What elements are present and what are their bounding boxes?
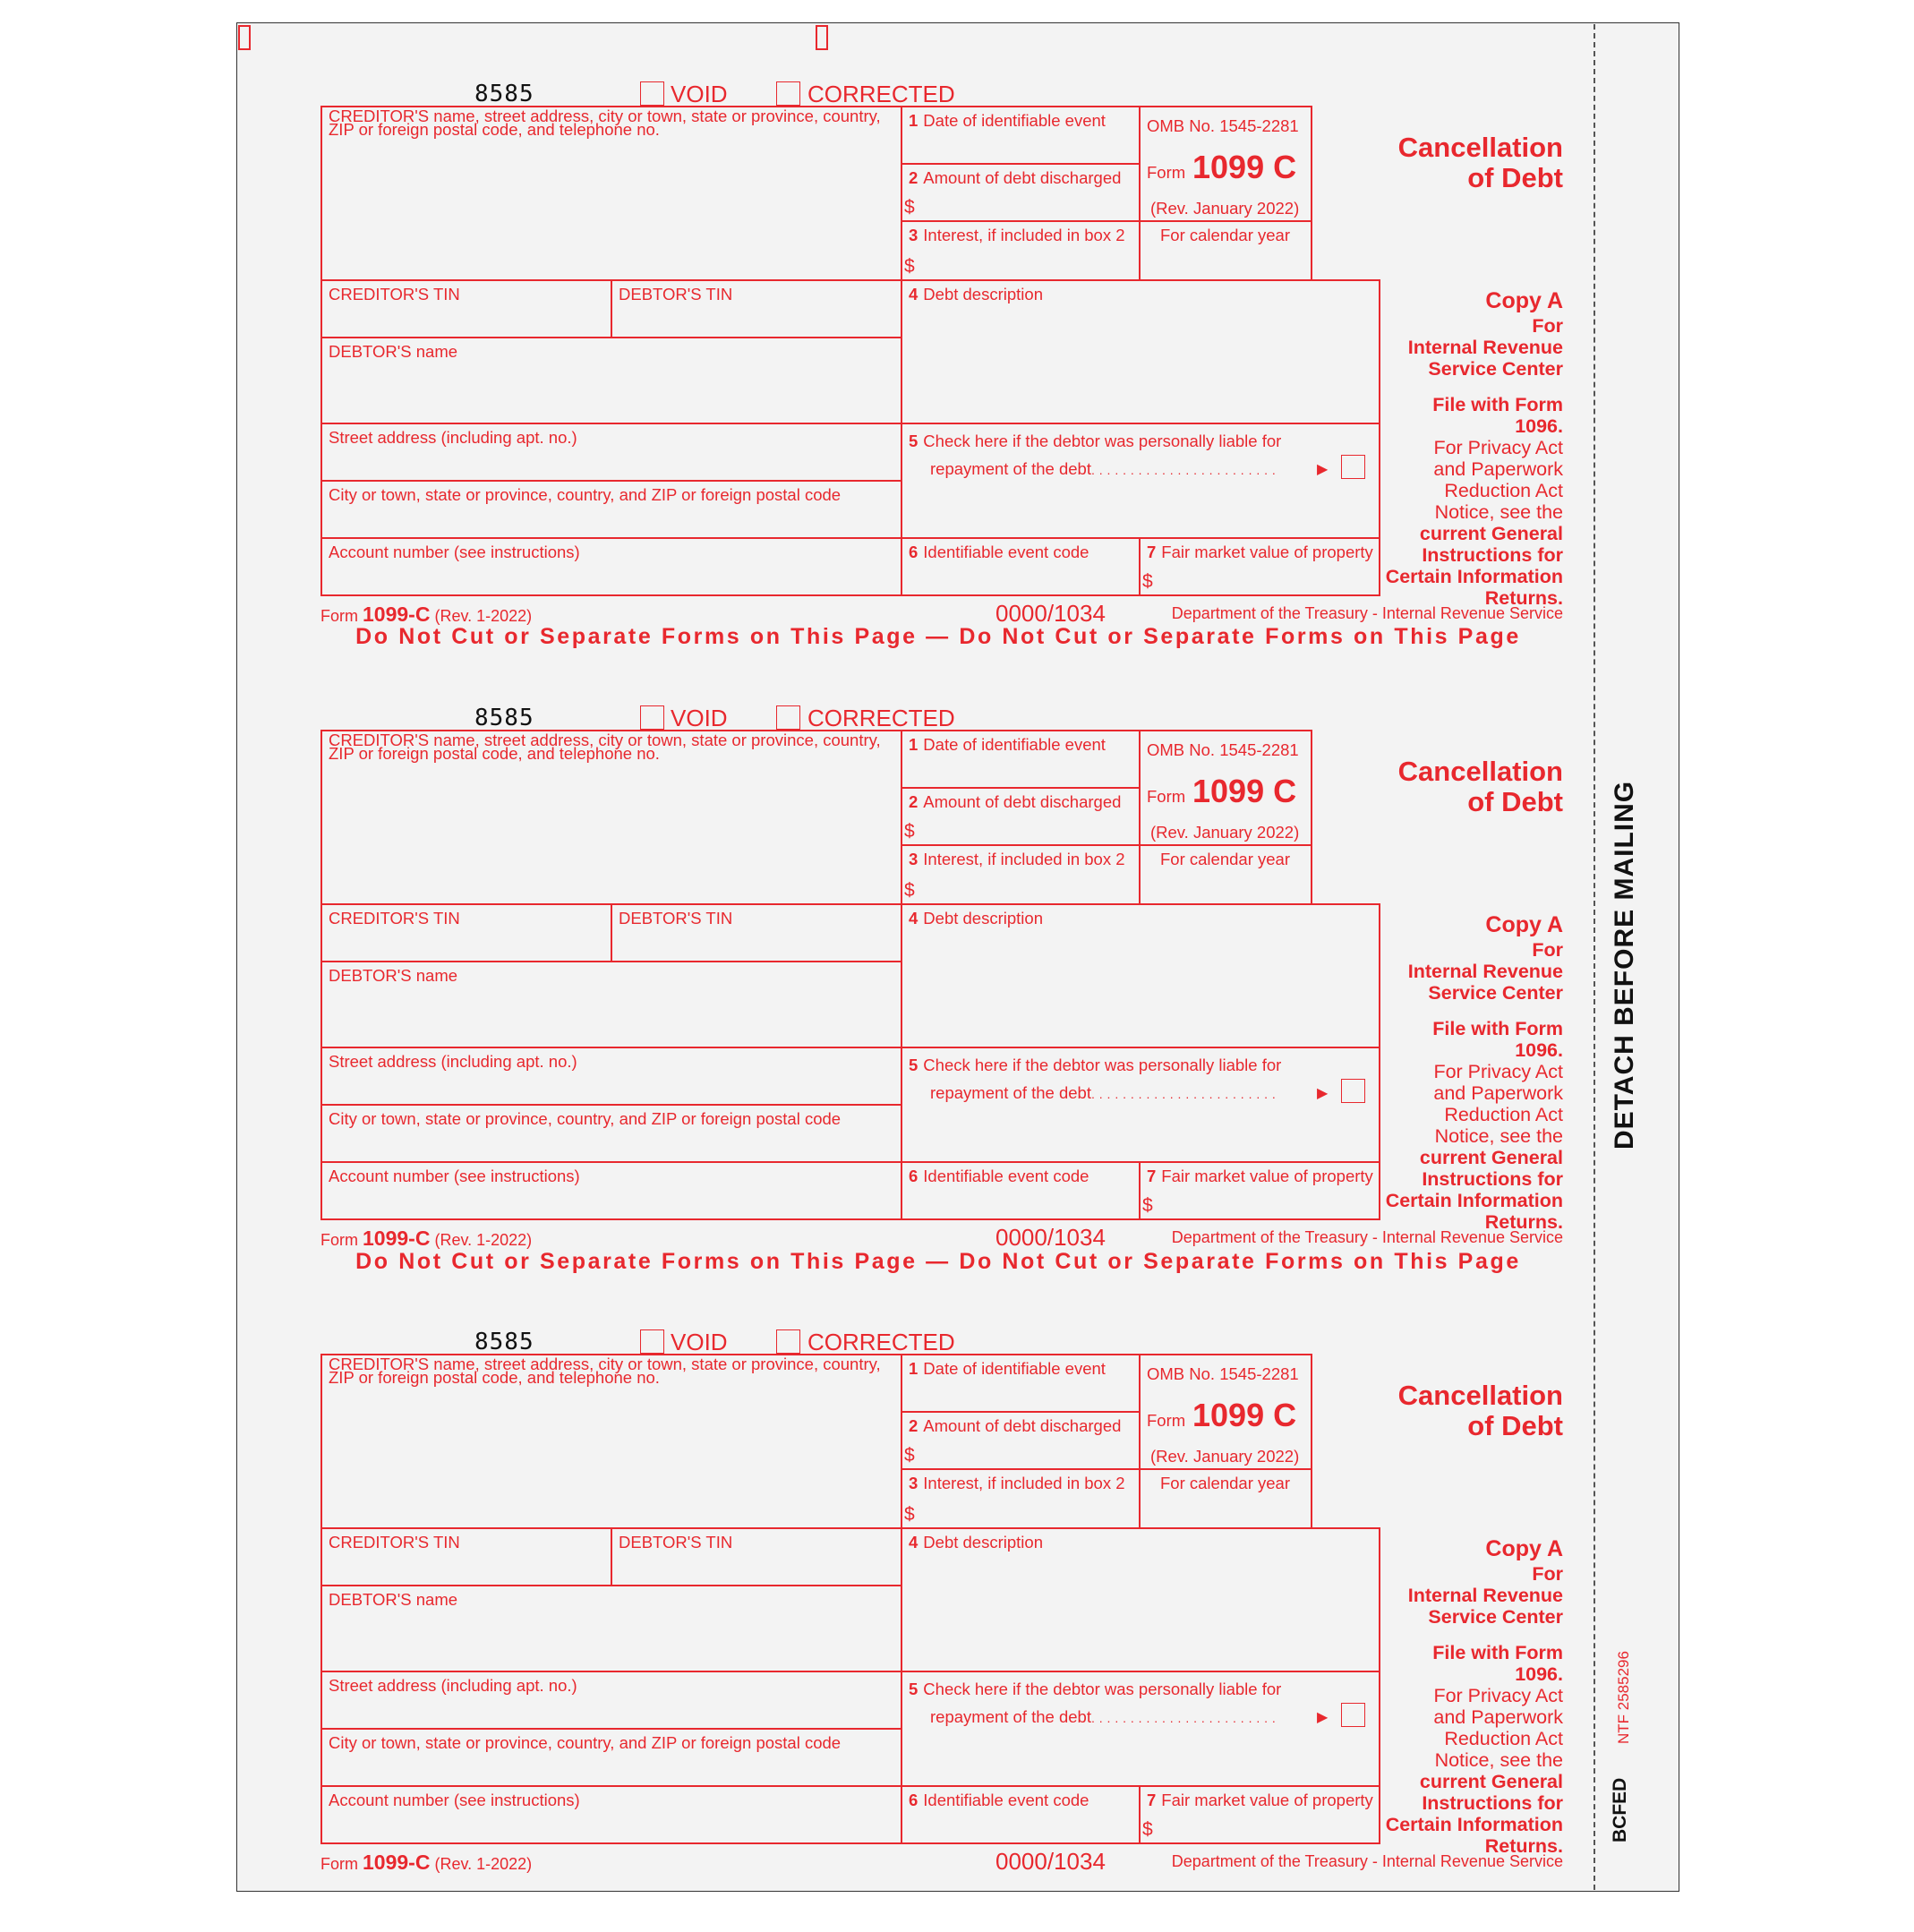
plate-id: 8585: [474, 81, 534, 107]
leader-dots: . . . . . . . . . . . . . . . . . . . . . . . .: [1090, 1087, 1277, 1101]
debtor-name-field[interactable]: [320, 337, 902, 424]
plate-id: 8585: [474, 705, 534, 731]
plate-id: 8585: [474, 1329, 534, 1355]
dollar-sign: $: [904, 1445, 915, 1466]
perforation-line: [1594, 24, 1595, 1890]
personally-liable-checkbox[interactable]: [1341, 455, 1365, 479]
box5-label-2: repayment of the debt: [930, 1707, 1091, 1726]
box5-label-2: repayment of the debt: [930, 1083, 1091, 1102]
personally-liable-checkbox[interactable]: [1341, 1079, 1365, 1103]
copy-a: Copy A: [1485, 288, 1563, 313]
creditor-info-label-2: ZIP or foreign postal code, and telephone no.: [329, 744, 660, 763]
box6-label: Identifiable event code: [923, 1791, 1089, 1809]
debtor-name-field[interactable]: [320, 961, 902, 1048]
arrow-right-icon: ▶: [1317, 1710, 1329, 1725]
dollar-sign: $: [904, 197, 915, 218]
box2-label: Amount of debt discharged: [923, 168, 1122, 187]
void-label: VOID: [671, 705, 728, 731]
form-code: 0000/1034: [995, 1224, 1106, 1251]
debtor-name-field[interactable]: [320, 1585, 902, 1672]
box2-label: Amount of debt discharged: [923, 792, 1122, 811]
form-number: 1099 C: [1192, 149, 1297, 185]
creditor-tin-label: CREDITOR'S TIN: [329, 909, 460, 928]
arrow-right-icon: ▶: [1317, 1086, 1329, 1101]
box3-label: Interest, if included in box 2: [923, 226, 1125, 244]
creditor-info-label-2: ZIP or foreign postal code, and telephone no.: [329, 120, 660, 139]
do-not-cut-warning: Do Not Cut or Separate Forms on This Page — Do Not Cut or Separate Forms on This Page: [355, 1249, 1521, 1274]
form-footer: Form 1099-C (Rev. 1-2022): [320, 603, 533, 626]
city-label: City or town, state or province, country, and ZIP or foreign postal code: [329, 1733, 842, 1752]
debtor-tin-label: DEBTOR'S TIN: [619, 285, 733, 303]
omb-number: OMB No. 1545-2281: [1147, 1364, 1299, 1383]
dollar-sign: $: [904, 1504, 915, 1525]
personally-liable-checkbox[interactable]: [1341, 1703, 1365, 1727]
calendar-year-field[interactable]: [1139, 220, 1312, 281]
box3-field[interactable]: 3 Interest, if included in box 2 $: [901, 220, 1141, 281]
street-address-label: Street address (including apt. no.): [329, 1052, 577, 1071]
box6-label: Identifiable event code: [923, 543, 1089, 561]
box5-field: 5 Check here if the debtor was personally liable for repayment of the debt. . . . . . . . . . . . . . . . . . . . . . . . ▶: [901, 1671, 1380, 1787]
calendar-year-label: For calendar year: [1160, 1474, 1290, 1492]
void-checkbox[interactable]: [640, 705, 664, 730]
creditor-tin-field[interactable]: [320, 1527, 612, 1586]
form-number: 1099 C: [1192, 1397, 1297, 1433]
omb-number: OMB No. 1545-2281: [1147, 740, 1299, 759]
bcfed-code: BCFED: [1610, 1777, 1630, 1842]
copy-info: Copy A For Internal Revenue Service Center File with Form 1096. For Privacy Act and Paperwork Reduction Act Notice, see the current General Instructions for Certain Information Returns.: [1382, 1534, 1563, 1857]
creditor-tin-field[interactable]: [320, 903, 612, 962]
city-label: City or town, state or province, country, and ZIP or foreign postal code: [329, 485, 842, 504]
dollar-sign: $: [1142, 571, 1153, 592]
copy-a: Copy A: [1485, 912, 1563, 937]
dollar-sign: $: [904, 821, 915, 842]
department: Department of the Treasury - Internal Revenue Service: [1171, 1228, 1563, 1246]
debtor-name-label: DEBTOR'S name: [329, 342, 458, 361]
box6-label: Identifiable event code: [923, 1167, 1089, 1185]
debtor-tin-label: DEBTOR'S TIN: [619, 1533, 733, 1552]
debtor-name-label: DEBTOR'S name: [329, 966, 458, 985]
creditor-tin-field[interactable]: [320, 279, 612, 338]
box1-label: Date of identifiable event: [923, 735, 1106, 754]
form-word: Form: [1147, 163, 1186, 182]
box1-field[interactable]: 1 Date of identifiable event: [901, 730, 1141, 789]
dollar-sign: $: [1142, 1819, 1153, 1840]
box3-field[interactable]: 3 Interest, if included in box 2 $: [901, 844, 1141, 905]
registration-mark: [238, 25, 251, 50]
box2-label: Amount of debt discharged: [923, 1416, 1122, 1435]
form-1099c-copy-a: [320, 75, 1563, 684]
box2-field[interactable]: 2 Amount of debt discharged $: [901, 163, 1141, 222]
copy-info: Copy A For Internal Revenue Service Center File with Form 1096. For Privacy Act and Paperwork Reduction Act Notice, see the current General Instructions for Certain Information Returns.: [1382, 910, 1563, 1233]
file-with: File with Form 1096.: [1432, 1018, 1563, 1061]
street-address-field[interactable]: [320, 1047, 902, 1106]
box7-label: Fair market value of property: [1161, 543, 1373, 561]
leader-dots: . . . . . . . . . . . . . . . . . . . . . . . .: [1090, 1711, 1277, 1725]
form-word: Form: [1147, 1411, 1186, 1430]
creditor-tin-label: CREDITOR'S TIN: [329, 285, 460, 303]
box7-label: Fair market value of property: [1161, 1791, 1373, 1809]
box6-field[interactable]: 6 Identifiable event code: [901, 1161, 1141, 1220]
form-revision: (Rev. January 2022): [1150, 199, 1300, 218]
account-number-label: Account number (see instructions): [329, 543, 580, 561]
creditor-info-label: CREDITOR'S name, street address, city or town, state or province, country,: [329, 731, 881, 749]
debtor-tin-field[interactable]: [611, 903, 902, 962]
void-checkbox[interactable]: [640, 1329, 664, 1354]
box3-label: Interest, if included in box 2: [923, 1474, 1125, 1492]
box5-label: Check here if the debtor was personally liable for: [923, 1056, 1282, 1074]
void-label: VOID: [671, 1329, 728, 1355]
box5-label: Check here if the debtor was personally liable for: [923, 1680, 1282, 1698]
box4-field[interactable]: 4 Debt description: [901, 279, 1380, 424]
creditor-info-field[interactable]: [320, 106, 902, 281]
creditor-info-field[interactable]: [320, 730, 902, 905]
omb-number: OMB No. 1545-2281: [1147, 116, 1299, 135]
box5-field: 5 Check here if the debtor was personally liable for repayment of the debt. . . . . . . . . . . . . . . . . . . . . . . . ▶: [901, 423, 1380, 539]
department: Department of the Treasury - Internal Revenue Service: [1171, 604, 1563, 622]
box4-label: Debt description: [923, 1533, 1043, 1552]
street-address-label: Street address (including apt. no.): [329, 1676, 577, 1695]
box3-label: Interest, if included in box 2: [923, 850, 1125, 868]
corrected-label: CORRECTED: [807, 705, 955, 731]
street-address-field[interactable]: [320, 423, 902, 482]
form-revision: (Rev. January 2022): [1150, 1447, 1300, 1466]
account-number-field[interactable]: [320, 537, 902, 596]
form-number: 1099 C: [1192, 773, 1297, 809]
form-title: Cancellation of Debt: [1397, 132, 1563, 193]
account-number-field[interactable]: [320, 1785, 902, 1844]
box1-field[interactable]: 1 Date of identifiable event: [901, 106, 1141, 165]
detach-before-mailing: DETACH BEFORE MAILING: [1610, 780, 1639, 1150]
debtor-tin-label: DEBTOR'S TIN: [619, 909, 733, 928]
form-code: 0000/1034: [995, 1848, 1106, 1875]
corrected-checkbox[interactable]: [776, 1329, 800, 1354]
street-address-field[interactable]: [320, 1671, 902, 1730]
corrected-label: CORRECTED: [807, 81, 955, 107]
calendar-year-label: For calendar year: [1160, 850, 1290, 868]
copy-a: Copy A: [1485, 1536, 1563, 1561]
city-label: City or town, state or province, country, and ZIP or foreign postal code: [329, 1109, 842, 1128]
corrected-checkbox[interactable]: [776, 81, 800, 106]
account-number-label: Account number (see instructions): [329, 1791, 580, 1809]
arrow-right-icon: ▶: [1317, 462, 1329, 477]
file-with: File with Form 1096.: [1432, 1642, 1563, 1685]
dollar-sign: $: [1142, 1195, 1153, 1216]
omb-block: [1139, 106, 1312, 222]
box1-label: Date of identifiable event: [923, 1359, 1106, 1378]
calendar-year-field[interactable]: [1139, 1468, 1312, 1529]
box4-label: Debt description: [923, 285, 1043, 303]
box7-field[interactable]: 7 Fair market value of property $: [1139, 537, 1380, 596]
dollar-sign: $: [904, 880, 915, 901]
do-not-cut-warning: Do Not Cut or Separate Forms on This Page — Do Not Cut or Separate Forms on This Page: [355, 624, 1521, 649]
box5-label: Check here if the debtor was personally liable for: [923, 432, 1282, 450]
corrected-label: CORRECTED: [807, 1329, 955, 1355]
box4-field[interactable]: 4 Debt description: [901, 1527, 1380, 1672]
dollar-sign: $: [904, 256, 915, 277]
box1-field[interactable]: 1 Date of identifiable event: [901, 1354, 1141, 1413]
city-field[interactable]: [320, 1104, 902, 1163]
calendar-year-label: For calendar year: [1160, 226, 1290, 244]
box5-label-2: repayment of the debt: [930, 459, 1091, 478]
box5-field: 5 Check here if the debtor was personally liable for repayment of the debt. . . . . . . . . . . . . . . . . . . . . . . . ▶: [901, 1047, 1380, 1163]
box2-field[interactable]: 2 Amount of debt discharged $: [901, 1411, 1141, 1470]
debtor-name-label: DEBTOR'S name: [329, 1590, 458, 1609]
omb-block: [1139, 1354, 1312, 1470]
account-number-field[interactable]: [320, 1161, 902, 1220]
box1-label: Date of identifiable event: [923, 111, 1106, 130]
corrected-checkbox[interactable]: [776, 705, 800, 730]
leader-dots: . . . . . . . . . . . . . . . . . . . . . . . .: [1090, 463, 1277, 477]
creditor-info-field[interactable]: [320, 1354, 902, 1529]
street-address-label: Street address (including apt. no.): [329, 428, 577, 447]
ntf-code: NTF 2585296: [1615, 1651, 1632, 1744]
creditor-info-label: CREDITOR'S name, street address, city or town, state or province, country,: [329, 107, 881, 125]
file-with: File with Form 1096.: [1432, 394, 1563, 437]
form-code: 0000/1034: [995, 600, 1106, 627]
box7-label: Fair market value of property: [1161, 1167, 1373, 1185]
form-title: Cancellation of Debt: [1397, 1380, 1563, 1441]
box4-field[interactable]: 4 Debt description: [901, 903, 1380, 1048]
form-word: Form: [1147, 787, 1186, 806]
creditor-info-label: CREDITOR'S name, street address, city or town, state or province, country,: [329, 1355, 881, 1373]
form-1099c-copy-a: [320, 699, 1563, 1308]
void-label: VOID: [671, 81, 728, 107]
form-footer: Form 1099-C (Rev. 1-2022): [320, 1227, 533, 1250]
box4-label: Debt description: [923, 909, 1043, 928]
box7-field[interactable]: 7 Fair market value of property $: [1139, 1161, 1380, 1220]
form-1099c-copy-a: [320, 1323, 1563, 1932]
box3-field[interactable]: 3 Interest, if included in box 2 $: [901, 1468, 1141, 1529]
creditor-info-label-2: ZIP or foreign postal code, and telephone no.: [329, 1368, 660, 1387]
form-title: Cancellation of Debt: [1397, 756, 1563, 817]
form-revision: (Rev. January 2022): [1150, 823, 1300, 842]
department: Department of the Treasury - Internal Revenue Service: [1171, 1852, 1563, 1870]
debtor-tin-field[interactable]: [611, 279, 902, 338]
account-number-label: Account number (see instructions): [329, 1167, 580, 1185]
form-footer: Form 1099-C (Rev. 1-2022): [320, 1851, 533, 1874]
omb-block: [1139, 730, 1312, 846]
calendar-year-field[interactable]: [1139, 844, 1312, 905]
debtor-tin-field[interactable]: [611, 1527, 902, 1586]
creditor-tin-label: CREDITOR'S TIN: [329, 1533, 460, 1552]
city-field[interactable]: [320, 480, 902, 539]
box2-field[interactable]: 2 Amount of debt discharged $: [901, 787, 1141, 846]
box7-field[interactable]: 7 Fair market value of property $: [1139, 1785, 1380, 1844]
copy-info: Copy A For Internal Revenue Service Center File with Form 1096. For Privacy Act and Paperwork Reduction Act Notice, see the current General Instructions for Certain Information Returns.: [1382, 286, 1563, 609]
box6-field[interactable]: 6 Identifiable event code: [901, 537, 1141, 596]
city-field[interactable]: [320, 1728, 902, 1787]
void-checkbox[interactable]: [640, 81, 664, 106]
box6-field[interactable]: 6 Identifiable event code: [901, 1785, 1141, 1844]
registration-mark: [816, 25, 828, 50]
